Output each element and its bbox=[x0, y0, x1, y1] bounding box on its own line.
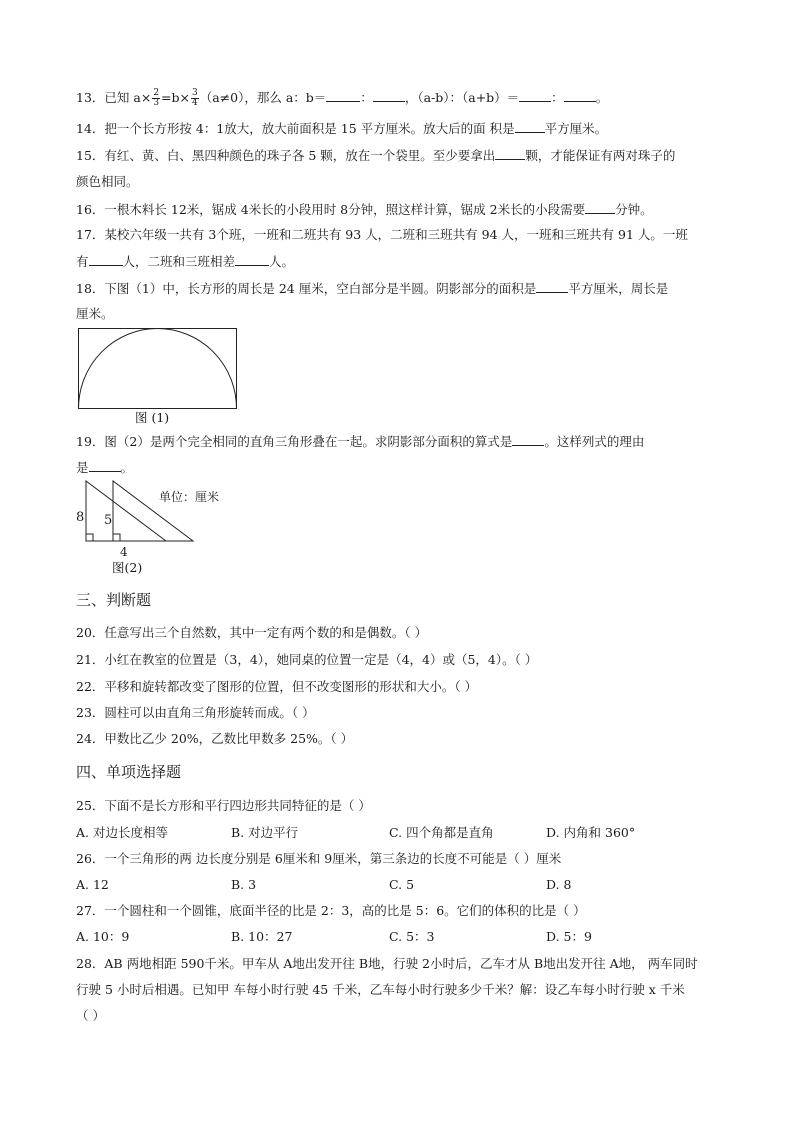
section-title-judgement: 三、判断题 bbox=[76, 591, 152, 609]
unit-label: 单位：厘米 bbox=[159, 490, 220, 504]
right-angle-mark-right bbox=[113, 534, 120, 541]
option-b[interactable]: B. 3 bbox=[231, 877, 257, 892]
question-18: 18．下图（1）中，长方形的周长是 24 厘米，空白部分是半圆。阴影部分的面积是 平方厘米，周长是 bbox=[76, 281, 669, 296]
figure-1-rectangle bbox=[79, 329, 237, 409]
question-28-line2: 行驶 5 小时后相遇。已知甲 车每小时行驶 45 千米，乙车每小时行驶多少千米？解：设乙车每小时行驶 x 千米 bbox=[76, 982, 685, 997]
option-b[interactable]: B. 对边平行 bbox=[231, 825, 299, 840]
option-c[interactable]: C. 5 bbox=[389, 877, 415, 892]
question-23: 23．圆柱可以由直角三角形旋转而成。（ ） bbox=[76, 705, 315, 720]
right-angle-mark-left bbox=[86, 534, 93, 541]
answer-blank[interactable] bbox=[235, 253, 269, 266]
option-b[interactable]: B. 10：27 bbox=[231, 929, 293, 944]
label-base-4: 4 bbox=[120, 545, 128, 559]
answer-blank[interactable] bbox=[585, 201, 615, 214]
label-height-8: 8 bbox=[76, 510, 85, 525]
question-28: 28．AB 两地相距 590千米。甲车从 A地出发开往 B地，行驶 2小时后，乙车才从 B地出发开往 A地， 两车同时 bbox=[76, 956, 698, 971]
answer-blank[interactable] bbox=[89, 253, 123, 266]
answer-blank[interactable] bbox=[373, 89, 405, 102]
question-15: 15．有红、黄、白、黑四种颜色的珠子各 5 颗，放在一个袋里。至少要拿出 颗，才能保证有两对珠子的 bbox=[76, 148, 676, 163]
question-24: 24．甲数比乙少 20%，乙数比甲数多 25%。（ ） bbox=[76, 731, 354, 746]
answer-blank[interactable] bbox=[564, 89, 596, 102]
question-21: 21．小红在教室的位置是（3，4），她同桌的位置一定是（4，4）或（5，4）。（ ） bbox=[76, 652, 538, 667]
question-16: 16．一根木料长 12米，锯成 4米长的小段用时 8分钟，照这样计算，锯成 2米长的小段需要 分钟。 bbox=[76, 202, 653, 217]
section-title-multiple-choice: 四、单项选择题 bbox=[76, 763, 182, 781]
question-25: 25．下面不是长方形和平行四边形共同特征的是（ ） bbox=[76, 798, 371, 813]
option-a[interactable]: A. 12 bbox=[76, 877, 109, 892]
label-height-5: 5 bbox=[104, 513, 113, 528]
figure-1-diagram bbox=[78, 328, 238, 410]
question-13: 13．已知 a× $\frac{2}{3}$ =b× $\frac{3}{4}$ （a≠0），那么 a：b＝ ： ，（a-b）：（a+b）＝ ： 。 bbox=[76, 88, 609, 108]
question-27: 27．一个圆柱和一个圆锥，底面半径的比是 2：3，高的比是 5：6。它们的体积的比是（ ） bbox=[76, 903, 586, 918]
question-17: 17．某校六年级一共有 3个班，一班和二班共有 93 人，二班和三班共有 94 人，一班和三班共有 91 人。一班 bbox=[76, 227, 688, 242]
answer-blank[interactable] bbox=[495, 147, 525, 160]
question-20: 20．任意写出三个自然数，其中一定有两个数的和是偶数。（ ） bbox=[76, 625, 428, 640]
answer-blank[interactable] bbox=[89, 459, 121, 472]
option-d[interactable]: D. 8 bbox=[546, 877, 572, 892]
option-c[interactable]: C. 5：3 bbox=[389, 929, 435, 944]
option-a[interactable]: A. 对边长度相等 bbox=[76, 825, 168, 840]
answer-blank[interactable] bbox=[512, 433, 544, 446]
question-15-line2: 颜色相同。 bbox=[76, 174, 139, 189]
figure-1-caption: 图 (1) bbox=[135, 410, 170, 425]
question-18-line2: 厘米。 bbox=[76, 306, 114, 321]
question-14: 14．把一个长方形按 4：1放大，放大前面积是 15 平方厘米。放大后的面 积是 平方厘米。 bbox=[76, 121, 608, 136]
q13-fraction-2: $\frac{3}{4}$ bbox=[192, 88, 198, 108]
option-a[interactable]: A. 10：9 bbox=[76, 929, 130, 944]
figure-1-semicircle bbox=[79, 329, 237, 409]
q13-fraction-1: $\frac{2}{3}$ bbox=[153, 88, 160, 108]
question-22: 22．平移和旋转都改变了图形的位置，但不改变图形的形状和大小。（ ） bbox=[76, 679, 478, 694]
answer-blank[interactable] bbox=[519, 89, 551, 102]
answer-blank[interactable] bbox=[515, 120, 545, 133]
option-d[interactable]: D. 5：9 bbox=[546, 929, 592, 944]
question-28-answer-paren[interactable]: （ ） bbox=[76, 1008, 105, 1023]
question-19: 19．图（2）是两个完全相同的直角三角形叠在一起。求阴影部分面积的算式是 。这样列式的理由 bbox=[76, 434, 645, 449]
option-c[interactable]: C. 四个角都是直角 bbox=[389, 825, 494, 840]
question-17-line2: 有 人，二班和三班相差 人。 bbox=[76, 254, 295, 269]
question-26: 26．一个三角形的两 边长度分别是 6厘米和 9厘米，第三条边的长度不可能是（ ）厘米 bbox=[76, 851, 562, 866]
q13-prefix: 13．已知 a× bbox=[76, 90, 152, 105]
triangle-left bbox=[86, 481, 166, 541]
answer-blank[interactable] bbox=[326, 89, 360, 102]
question-19-line2: 是 。 bbox=[76, 460, 134, 475]
answer-blank[interactable] bbox=[536, 280, 568, 293]
option-d[interactable]: D. 内角和 360° bbox=[546, 825, 636, 840]
figure-2-caption: 图(2) bbox=[112, 560, 143, 575]
